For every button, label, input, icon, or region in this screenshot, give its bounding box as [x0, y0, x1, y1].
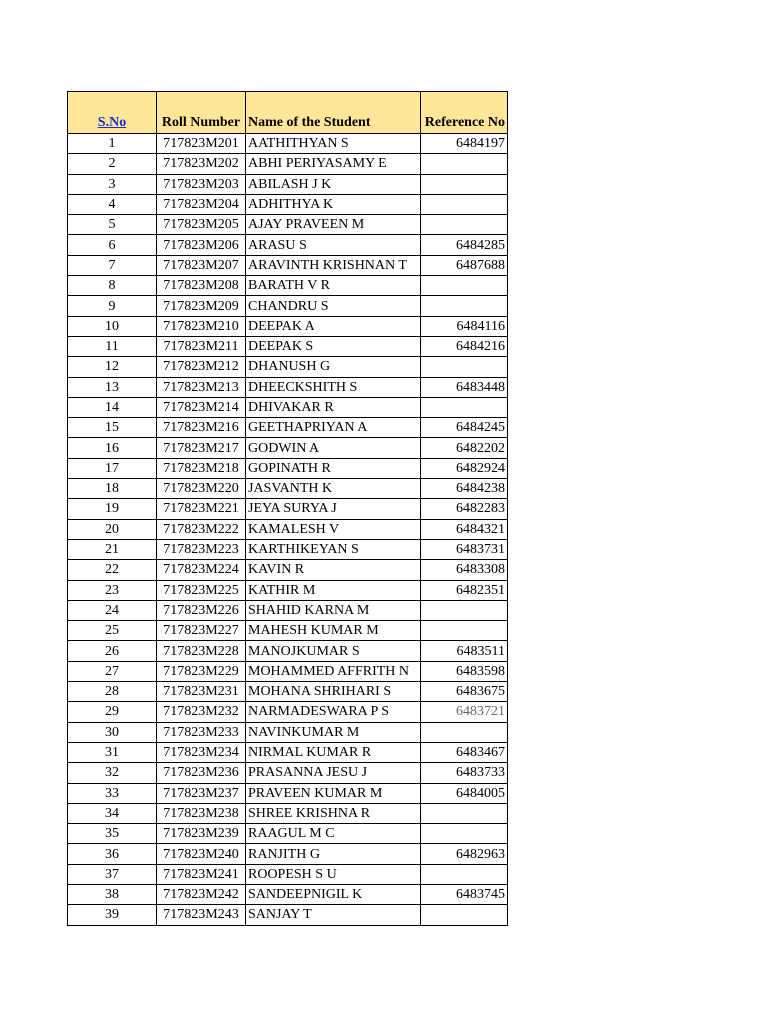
student-table — [67, 91, 508, 926]
table-row — [68, 377, 508, 397]
cell-roll-number: 717823M224 — [157, 560, 246, 580]
table-row — [68, 661, 508, 681]
cell-reference-no: 6484238 — [421, 479, 508, 499]
cell-reference-no: 6483308 — [421, 560, 508, 580]
cell-roll-number: 717823M209 — [157, 296, 246, 316]
cell-roll-number: 717823M229 — [157, 661, 246, 681]
cell-reference-no — [421, 397, 508, 417]
cell-roll-number: 717823M214 — [157, 397, 246, 417]
cell-sno: 35 — [68, 824, 157, 844]
cell-reference-no: 6483731 — [421, 539, 508, 559]
cell-sno: 17 — [68, 458, 157, 478]
cell-student-name: SANDEEPNIGIL K — [246, 884, 421, 904]
cell-student-name: BARATH V R — [246, 276, 421, 296]
cell-reference-no — [421, 194, 508, 214]
cell-reference-no: 6484245 — [421, 418, 508, 438]
cell-reference-no: 6484216 — [421, 336, 508, 356]
cell-reference-no — [421, 296, 508, 316]
cell-roll-number: 717823M241 — [157, 864, 246, 884]
cell-reference-no — [421, 276, 508, 296]
cell-sno: 8 — [68, 276, 157, 296]
cell-roll-number: 717823M223 — [157, 539, 246, 559]
cell-sno: 9 — [68, 296, 157, 316]
table-row — [68, 458, 508, 478]
table-row — [68, 438, 508, 458]
table-row — [68, 884, 508, 904]
cell-reference-no — [421, 864, 508, 884]
table-row — [68, 803, 508, 823]
header-roll-number: Roll Number — [157, 92, 246, 134]
cell-sno: 5 — [68, 215, 157, 235]
cell-sno: 16 — [68, 438, 157, 458]
cell-roll-number: 717823M207 — [157, 255, 246, 275]
cell-roll-number: 717823M203 — [157, 174, 246, 194]
cell-sno: 1 — [68, 134, 157, 154]
cell-roll-number: 717823M232 — [157, 702, 246, 722]
cell-student-name: ARAVINTH KRISHNAN T — [246, 255, 421, 275]
cell-sno: 7 — [68, 255, 157, 275]
cell-roll-number: 717823M231 — [157, 682, 246, 702]
cell-student-name: ADHITHYA K — [246, 194, 421, 214]
table-row — [68, 215, 508, 235]
cell-student-name: PRASANNA JESU J — [246, 763, 421, 783]
cell-sno: 15 — [68, 418, 157, 438]
cell-reference-no — [421, 621, 508, 641]
cell-student-name: ROOPESH S U — [246, 864, 421, 884]
cell-sno: 24 — [68, 600, 157, 620]
cell-sno: 22 — [68, 560, 157, 580]
cell-sno: 12 — [68, 357, 157, 377]
cell-roll-number: 717823M239 — [157, 824, 246, 844]
header-row — [68, 92, 508, 134]
table-row — [68, 276, 508, 296]
table-row — [68, 864, 508, 884]
cell-roll-number: 717823M211 — [157, 336, 246, 356]
table-row — [68, 702, 508, 722]
cell-sno: 27 — [68, 661, 157, 681]
cell-reference-no: 6482283 — [421, 499, 508, 519]
table-row — [68, 824, 508, 844]
cell-reference-no: 6482924 — [421, 458, 508, 478]
table-row — [68, 418, 508, 438]
cell-sno: 14 — [68, 397, 157, 417]
cell-sno: 33 — [68, 783, 157, 803]
cell-roll-number: 717823M233 — [157, 722, 246, 742]
cell-student-name: GODWIN A — [246, 438, 421, 458]
cell-sno: 39 — [68, 905, 157, 925]
cell-sno: 31 — [68, 742, 157, 762]
header-sno-label[interactable]: S.No — [97, 115, 127, 130]
cell-roll-number: 717823M212 — [157, 357, 246, 377]
cell-roll-number: 717823M208 — [157, 276, 246, 296]
cell-student-name: RANJITH G — [246, 844, 421, 864]
table-row — [68, 600, 508, 620]
cell-student-name: ABILASH J K — [246, 174, 421, 194]
cell-roll-number: 717823M243 — [157, 905, 246, 925]
cell-roll-number: 717823M201 — [157, 134, 246, 154]
cell-roll-number: 717823M213 — [157, 377, 246, 397]
cell-sno: 20 — [68, 519, 157, 539]
cell-sno: 10 — [68, 316, 157, 336]
table-row — [68, 194, 508, 214]
header-reference-no: Reference No — [421, 92, 508, 134]
cell-sno: 26 — [68, 641, 157, 661]
cell-roll-number: 717823M206 — [157, 235, 246, 255]
table-row — [68, 783, 508, 803]
cell-student-name: ABHI PERIYASAMY E — [246, 154, 421, 174]
cell-sno: 30 — [68, 722, 157, 742]
cell-student-name: JASVANTH K — [246, 479, 421, 499]
cell-sno: 34 — [68, 803, 157, 823]
table-row — [68, 844, 508, 864]
cell-student-name: MOHANA SHRIHARI S — [246, 682, 421, 702]
cell-reference-no — [421, 824, 508, 844]
cell-student-name: SANJAY T — [246, 905, 421, 925]
table-row — [68, 722, 508, 742]
cell-student-name: MOHAMMED AFFRITH N — [246, 661, 421, 681]
cell-student-name: AJAY PRAVEEN M — [246, 215, 421, 235]
cell-sno: 19 — [68, 499, 157, 519]
cell-reference-no: 6484285 — [421, 235, 508, 255]
cell-roll-number: 717823M218 — [157, 458, 246, 478]
table-row — [68, 519, 508, 539]
cell-sno: 36 — [68, 844, 157, 864]
cell-reference-no — [421, 357, 508, 377]
cell-roll-number: 717823M204 — [157, 194, 246, 214]
cell-roll-number: 717823M217 — [157, 438, 246, 458]
cell-sno: 2 — [68, 154, 157, 174]
cell-reference-no: 6482963 — [421, 844, 508, 864]
table-row — [68, 255, 508, 275]
table-row — [68, 742, 508, 762]
cell-reference-no: 6482351 — [421, 580, 508, 600]
cell-sno: 6 — [68, 235, 157, 255]
table-row — [68, 397, 508, 417]
table-row — [68, 580, 508, 600]
cell-reference-no — [421, 722, 508, 742]
cell-reference-no — [421, 600, 508, 620]
cell-student-name: KAVIN R — [246, 560, 421, 580]
cell-sno: 13 — [68, 377, 157, 397]
cell-roll-number: 717823M237 — [157, 783, 246, 803]
cell-student-name: NAVINKUMAR M — [246, 722, 421, 742]
table-row — [68, 763, 508, 783]
cell-student-name: DHIVAKAR R — [246, 397, 421, 417]
table-row — [68, 682, 508, 702]
table-row — [68, 621, 508, 641]
table-row — [68, 316, 508, 336]
cell-reference-no — [421, 174, 508, 194]
cell-reference-no: 6483733 — [421, 763, 508, 783]
cell-roll-number: 717823M238 — [157, 803, 246, 823]
table-row — [68, 296, 508, 316]
cell-reference-no — [421, 215, 508, 235]
cell-reference-no: 6483598 — [421, 661, 508, 681]
table-row — [68, 905, 508, 925]
cell-reference-no: 6484197 — [421, 134, 508, 154]
table-row — [68, 499, 508, 519]
cell-roll-number: 717823M226 — [157, 600, 246, 620]
cell-reference-no: 6484116 — [421, 316, 508, 336]
table-row — [68, 479, 508, 499]
cell-student-name: KARTHIKEYAN S — [246, 539, 421, 559]
cell-sno: 23 — [68, 580, 157, 600]
cell-student-name: RAAGUL M C — [246, 824, 421, 844]
cell-student-name: PRAVEEN KUMAR M — [246, 783, 421, 803]
table-row — [68, 357, 508, 377]
table-row — [68, 641, 508, 661]
cell-roll-number: 717823M202 — [157, 154, 246, 174]
cell-student-name: KATHIR M — [246, 580, 421, 600]
cell-student-name: SHAHID KARNA M — [246, 600, 421, 620]
table-row — [68, 560, 508, 580]
cell-student-name: GOPINATH R — [246, 458, 421, 478]
table-row — [68, 154, 508, 174]
cell-student-name: JEYA SURYA J — [246, 499, 421, 519]
cell-reference-no: 6483467 — [421, 742, 508, 762]
cell-student-name: SHREE KRISHNA R — [246, 803, 421, 823]
cell-student-name: CHANDRU S — [246, 296, 421, 316]
cell-student-name: DHEECKSHITH S — [246, 377, 421, 397]
cell-reference-no: 6484005 — [421, 783, 508, 803]
cell-roll-number: 717823M222 — [157, 519, 246, 539]
cell-reference-no: 6487688 — [421, 255, 508, 275]
cell-roll-number: 717823M234 — [157, 742, 246, 762]
cell-sno: 21 — [68, 539, 157, 559]
cell-roll-number: 717823M228 — [157, 641, 246, 661]
cell-sno: 37 — [68, 864, 157, 884]
cell-roll-number: 717823M205 — [157, 215, 246, 235]
cell-sno: 29 — [68, 702, 157, 722]
cell-reference-no — [421, 154, 508, 174]
cell-reference-no: 6482202 — [421, 438, 508, 458]
cell-sno: 38 — [68, 884, 157, 904]
table-row — [68, 235, 508, 255]
cell-student-name: NARMADESWARA P S — [246, 702, 421, 722]
cell-sno: 28 — [68, 682, 157, 702]
cell-roll-number: 717823M216 — [157, 418, 246, 438]
cell-roll-number: 717823M221 — [157, 499, 246, 519]
cell-reference-no: 6483745 — [421, 884, 508, 904]
cell-student-name: DEEPAK S — [246, 336, 421, 356]
cell-roll-number: 717823M210 — [157, 316, 246, 336]
cell-student-name: MAHESH KUMAR M — [246, 621, 421, 641]
cell-sno: 32 — [68, 763, 157, 783]
header-student-name: Name of the Student — [246, 92, 421, 134]
cell-student-name: KAMALESH V — [246, 519, 421, 539]
cell-student-name: AATHITHYAN S — [246, 134, 421, 154]
cell-sno: 4 — [68, 194, 157, 214]
header-sno[interactable] — [68, 92, 157, 134]
cell-sno: 25 — [68, 621, 157, 641]
cell-roll-number: 717823M225 — [157, 580, 246, 600]
cell-roll-number: 717823M236 — [157, 763, 246, 783]
cell-roll-number: 717823M240 — [157, 844, 246, 864]
cell-reference-no: 6483721 — [421, 702, 508, 722]
cell-reference-no — [421, 803, 508, 823]
cell-reference-no: 6484321 — [421, 519, 508, 539]
cell-sno: 18 — [68, 479, 157, 499]
cell-student-name: DHANUSH G — [246, 357, 421, 377]
cell-reference-no: 6483511 — [421, 641, 508, 661]
cell-student-name: MANOJKUMAR S — [246, 641, 421, 661]
cell-roll-number: 717823M220 — [157, 479, 246, 499]
table-body — [68, 134, 508, 926]
cell-roll-number: 717823M227 — [157, 621, 246, 641]
cell-reference-no — [421, 905, 508, 925]
cell-student-name: GEETHAPRIYAN A — [246, 418, 421, 438]
table-row — [68, 336, 508, 356]
cell-reference-no: 6483675 — [421, 682, 508, 702]
cell-student-name: NIRMAL KUMAR R — [246, 742, 421, 762]
cell-sno: 3 — [68, 174, 157, 194]
cell-reference-no: 6483448 — [421, 377, 508, 397]
cell-roll-number: 717823M242 — [157, 884, 246, 904]
table-row — [68, 134, 508, 154]
cell-student-name: ARASU S — [246, 235, 421, 255]
table-row — [68, 539, 508, 559]
table-row — [68, 174, 508, 194]
cell-sno: 11 — [68, 336, 157, 356]
cell-student-name: DEEPAK A — [246, 316, 421, 336]
